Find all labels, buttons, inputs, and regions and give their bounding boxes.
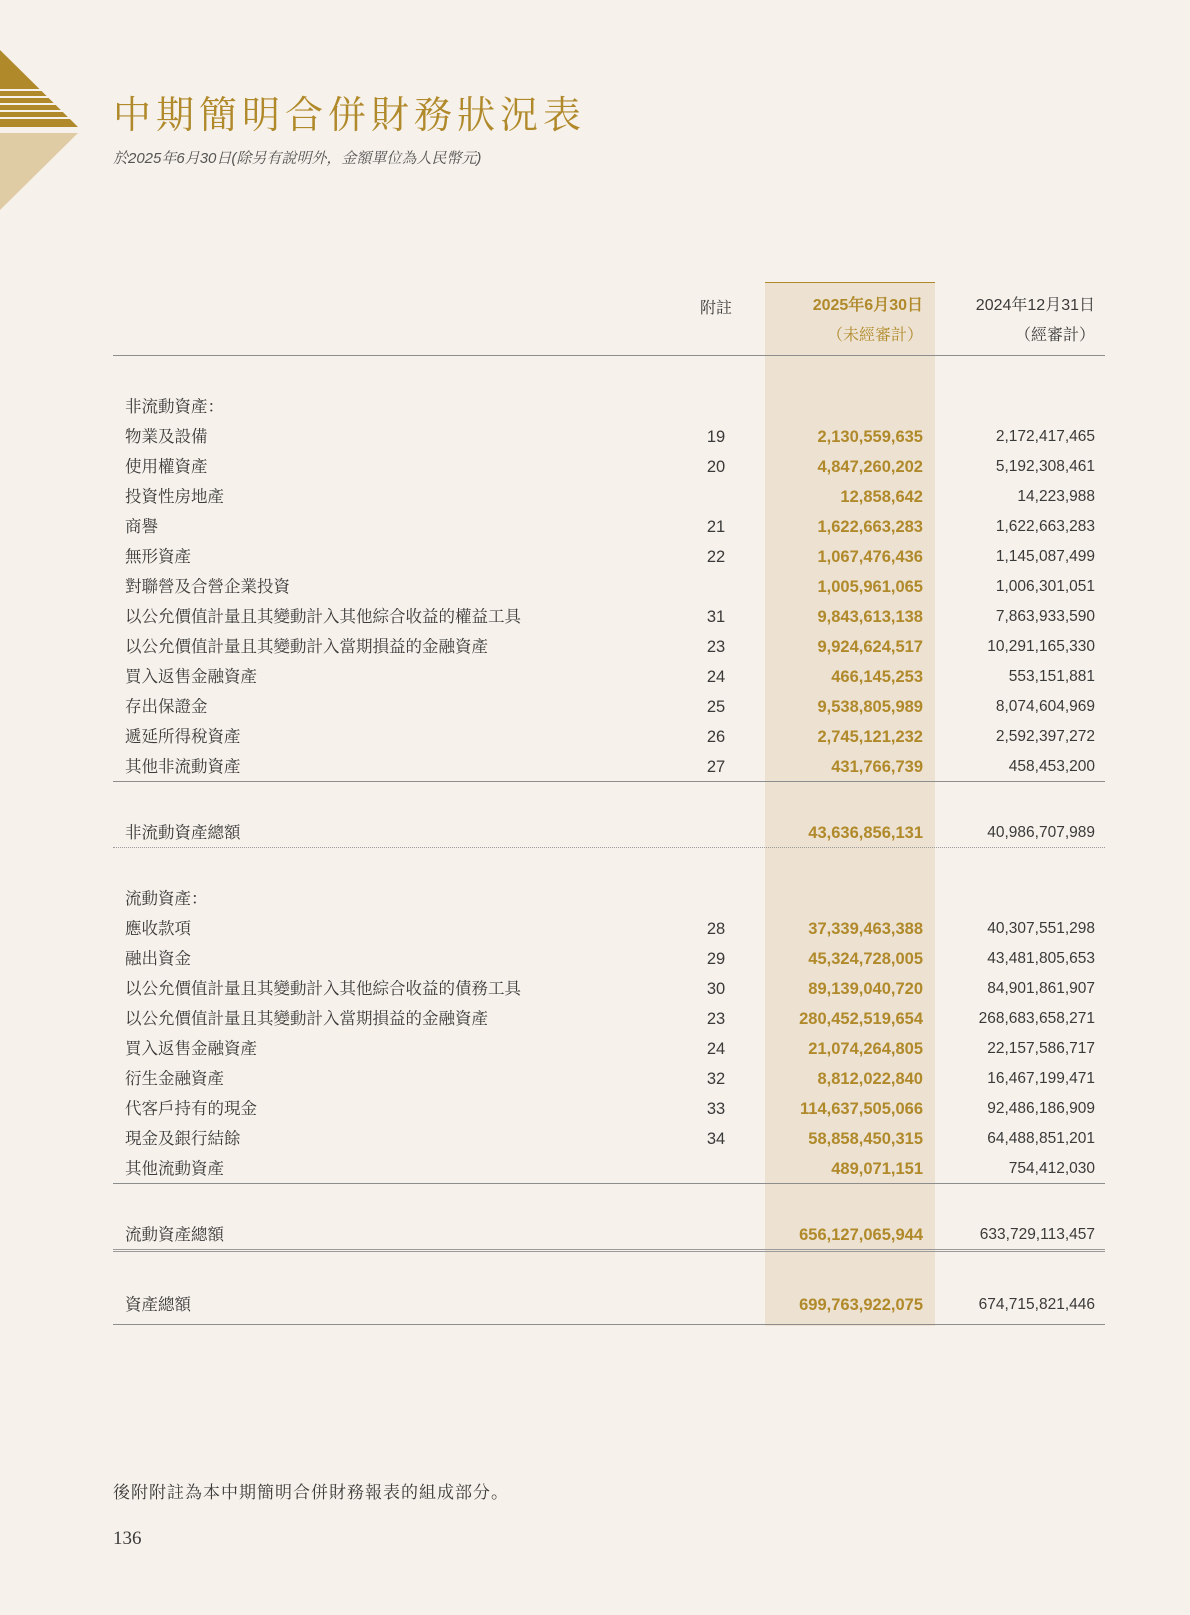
total-prior-value: 40,986,707,989 bbox=[987, 824, 1095, 841]
table-row bbox=[113, 1034, 1105, 1064]
row-prior-value: 43,481,805,653 bbox=[987, 950, 1095, 967]
table-row bbox=[113, 482, 1105, 512]
row-prior-value: 92,486,186,909 bbox=[987, 1100, 1095, 1117]
row-note: 20 bbox=[706, 458, 726, 476]
row-label: 商譽 bbox=[125, 518, 158, 536]
row-prior-value: 7,863,933,590 bbox=[995, 608, 1095, 625]
table-row bbox=[113, 1154, 1105, 1184]
row-label: 遞延所得稅資產 bbox=[125, 728, 241, 746]
table-row bbox=[113, 542, 1105, 572]
table-row bbox=[113, 452, 1105, 482]
page-number: 136 bbox=[113, 1528, 142, 1549]
table-row bbox=[113, 752, 1105, 782]
prior-status: （經審計） bbox=[1014, 327, 1095, 344]
row-label: 以公允價值計量且其變動計入當期損益的金融資產 bbox=[125, 638, 488, 656]
row-current-value: 489,071,151 bbox=[831, 1160, 923, 1178]
row-current-value: 12,858,642 bbox=[840, 488, 923, 506]
row-prior-value: 754,412,030 bbox=[1008, 1160, 1095, 1177]
row-note: 33 bbox=[706, 1100, 726, 1118]
row-prior-value: 64,488,851,201 bbox=[987, 1130, 1095, 1147]
total-current-value: 43,636,856,131 bbox=[808, 824, 923, 842]
row-label: 其他流動資產 bbox=[125, 1160, 224, 1178]
row-current-value: 9,538,805,989 bbox=[817, 698, 923, 716]
row-current-value: 8,812,022,840 bbox=[817, 1070, 923, 1088]
row-note: 19 bbox=[706, 428, 726, 446]
row-prior-value: 268,683,658,271 bbox=[978, 1010, 1095, 1027]
row-label: 買入返售金融資產 bbox=[125, 1040, 257, 1058]
grand-total-row bbox=[113, 1290, 1105, 1320]
total-rule bbox=[113, 847, 1105, 848]
table-row bbox=[113, 692, 1105, 722]
table-row bbox=[113, 722, 1105, 752]
header-rule bbox=[113, 355, 1105, 356]
section-heading-non-current bbox=[113, 392, 1105, 422]
row-label: 以公允價值計量且其變動計入當期損益的金融資產 bbox=[125, 1010, 488, 1028]
row-label: 對聯營及合營企業投資 bbox=[125, 578, 290, 596]
row-label: 現金及銀行結餘 bbox=[125, 1130, 241, 1148]
row-note: 28 bbox=[706, 920, 726, 938]
grand-total-rule bbox=[113, 1324, 1105, 1325]
row-prior-value: 1,622,663,283 bbox=[995, 518, 1095, 535]
table-row bbox=[113, 602, 1105, 632]
row-label: 以公允價值計量且其變動計入其他綜合收益的債務工具 bbox=[125, 980, 521, 998]
total-prior-value: 633,729,113,457 bbox=[979, 1226, 1095, 1243]
table-row bbox=[113, 632, 1105, 662]
row-label: 無形資產 bbox=[125, 548, 191, 566]
total-rule bbox=[113, 1249, 1105, 1252]
row-label: 應收款項 bbox=[125, 920, 191, 938]
current-status: （未經審計） bbox=[826, 327, 923, 344]
section-heading-label: 非流動資產： bbox=[125, 398, 224, 416]
row-prior-value: 1,145,087,499 bbox=[995, 548, 1095, 565]
row-current-value: 2,130,559,635 bbox=[817, 428, 923, 446]
row-current-value: 4,847,260,202 bbox=[817, 458, 923, 476]
footer-note: 後附附註為本中期簡明合併財務報表的組成部分。 bbox=[113, 1483, 509, 1502]
row-label: 物業及設備 bbox=[125, 428, 208, 446]
current-date: 2025年6月30日 bbox=[812, 297, 923, 314]
row-prior-value: 84,901,861,907 bbox=[987, 980, 1095, 997]
row-prior-value: 22,157,586,717 bbox=[987, 1040, 1095, 1057]
page-subtitle: 於2025年6月30日(除另有說明外，金額單位為人民幣元) bbox=[113, 150, 482, 167]
table-row bbox=[113, 914, 1105, 944]
corner-emblem bbox=[0, 50, 80, 210]
table-row bbox=[113, 662, 1105, 692]
row-note: 24 bbox=[706, 1040, 726, 1058]
total-label: 流動資產總額 bbox=[125, 1226, 224, 1244]
section-heading-current bbox=[113, 884, 1105, 914]
row-current-value: 280,452,519,654 bbox=[799, 1010, 923, 1028]
row-prior-value: 1,006,301,051 bbox=[995, 578, 1095, 595]
grand-total-prior-value: 674,715,821,446 bbox=[978, 1296, 1095, 1313]
row-label: 融出資金 bbox=[125, 950, 191, 968]
row-current-value: 45,324,728,005 bbox=[808, 950, 923, 968]
row-current-value: 37,339,463,388 bbox=[808, 920, 923, 938]
table-row bbox=[113, 512, 1105, 542]
row-label: 其他非流動資產 bbox=[125, 758, 241, 776]
row-current-value: 1,622,663,283 bbox=[817, 518, 923, 536]
row-label: 存出保證金 bbox=[125, 698, 208, 716]
row-prior-value: 8,074,604,969 bbox=[995, 698, 1095, 715]
row-current-value: 21,074,264,805 bbox=[808, 1040, 923, 1058]
row-note: 32 bbox=[706, 1070, 726, 1088]
subtotal-rule bbox=[113, 781, 1105, 782]
row-note: 30 bbox=[706, 980, 726, 998]
table-row bbox=[113, 1124, 1105, 1154]
row-current-value: 1,005,961,065 bbox=[817, 578, 923, 596]
section-heading-label: 流動資產： bbox=[125, 890, 208, 908]
row-current-value: 9,924,624,517 bbox=[817, 638, 923, 656]
table-row bbox=[113, 944, 1105, 974]
table-row bbox=[113, 1064, 1105, 1094]
row-current-value: 58,858,450,315 bbox=[808, 1130, 923, 1148]
row-label: 代客戶持有的現金 bbox=[125, 1100, 257, 1118]
row-current-value: 89,139,040,720 bbox=[808, 980, 923, 998]
row-note: 29 bbox=[706, 950, 726, 968]
row-prior-value: 458,453,200 bbox=[1008, 758, 1095, 775]
row-label: 衍生金融資產 bbox=[125, 1070, 224, 1088]
row-prior-value: 553,151,881 bbox=[1008, 668, 1095, 685]
row-current-value: 431,766,739 bbox=[831, 758, 923, 776]
table-row bbox=[113, 422, 1105, 452]
total-current-value: 656,127,065,944 bbox=[799, 1226, 923, 1244]
row-prior-value: 5,192,308,461 bbox=[995, 458, 1095, 475]
column-header-prior bbox=[935, 291, 1095, 351]
total-row-non-current bbox=[113, 818, 1105, 848]
row-current-value: 466,145,253 bbox=[831, 668, 923, 686]
row-prior-value: 10,291,165,330 bbox=[987, 638, 1095, 655]
row-note: 23 bbox=[706, 1010, 726, 1028]
table-row bbox=[113, 1004, 1105, 1034]
row-note: 26 bbox=[706, 728, 726, 746]
row-note: 31 bbox=[706, 608, 726, 626]
grand-total-current-value: 699,763,922,075 bbox=[799, 1296, 923, 1314]
row-note: 22 bbox=[706, 548, 726, 566]
row-note: 25 bbox=[706, 698, 726, 716]
row-prior-value: 14,223,988 bbox=[1017, 488, 1095, 505]
total-row-current bbox=[113, 1220, 1105, 1250]
table-row bbox=[113, 572, 1105, 602]
table-row bbox=[113, 974, 1105, 1004]
row-note: 24 bbox=[706, 668, 726, 686]
grand-total-label: 資產總額 bbox=[125, 1296, 191, 1314]
row-prior-value: 2,592,397,272 bbox=[995, 728, 1095, 745]
row-note: 21 bbox=[706, 518, 726, 536]
subtotal-rule bbox=[113, 1183, 1105, 1184]
row-note: 27 bbox=[706, 758, 726, 776]
row-current-value: 2,745,121,232 bbox=[817, 728, 923, 746]
row-prior-value: 2,172,417,465 bbox=[995, 428, 1095, 445]
column-header-note: 附註 bbox=[699, 300, 732, 317]
total-label: 非流動資產總額 bbox=[125, 824, 241, 842]
row-current-value: 9,843,613,138 bbox=[817, 608, 923, 626]
prior-date: 2024年12月31日 bbox=[975, 297, 1095, 314]
row-label: 以公允價值計量且其變動計入其他綜合收益的權益工具 bbox=[125, 608, 521, 626]
row-note: 23 bbox=[706, 638, 726, 656]
row-note: 34 bbox=[706, 1130, 726, 1148]
row-current-value: 114,637,505,066 bbox=[800, 1100, 923, 1118]
table-row bbox=[113, 1094, 1105, 1124]
page-title: 中期簡明合併財務狀況表 bbox=[113, 95, 587, 137]
row-label: 投資性房地產 bbox=[125, 488, 224, 506]
column-header-current bbox=[765, 291, 923, 351]
row-prior-value: 16,467,199,471 bbox=[987, 1070, 1095, 1087]
row-current-value: 1,067,476,436 bbox=[817, 548, 923, 566]
row-label: 買入返售金融資產 bbox=[125, 668, 257, 686]
row-label: 使用權資產 bbox=[125, 458, 208, 476]
row-prior-value: 40,307,551,298 bbox=[987, 920, 1095, 937]
